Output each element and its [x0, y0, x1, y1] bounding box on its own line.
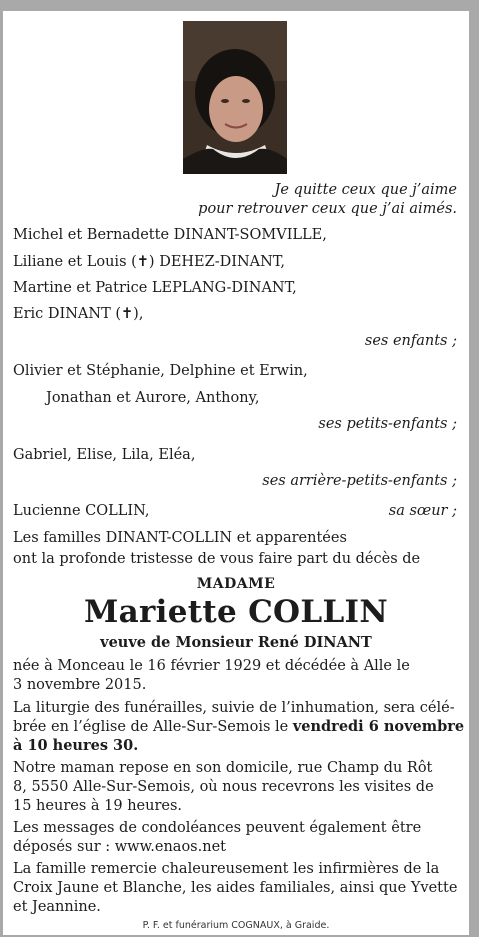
grandchildren-line-1: Olivier et Stéphanie, Delphine et Erwin,	[13, 363, 308, 379]
liturgy-date: vendredi 6 novembre	[292, 718, 465, 735]
sister-name: Lucienne COLLIN,	[13, 503, 150, 519]
great-grandchildren-label: ses arrière-petits-enfants ;	[262, 473, 457, 489]
sister-label: sa sœur ;	[388, 503, 457, 519]
quote-line-2: pour retrouver ceux que j’ai aimés.	[198, 201, 457, 217]
birth-line-2: 3 novembre 2015.	[13, 677, 147, 693]
grandchildren-line-2: Jonathan et Aurore, Anthony,	[46, 390, 260, 406]
children-line-1: Michel et Bernadette DINANT-SOMVILLE,	[13, 227, 327, 243]
birth-line-1: née à Monceau le 16 février 1929 et décédée à Alle le	[13, 658, 410, 674]
great-grandchildren-line-1: Gabriel, Elise, Lila, Eléa,	[13, 447, 196, 463]
condolences-line-1: Les messages de condoléances peuvent également être	[13, 820, 422, 836]
rest-line-2: 8, 5550 Alle-Sur-Semois, où nous recevrons les visites de	[13, 779, 434, 795]
portrait-illustration	[183, 21, 287, 174]
portrait-photo	[183, 21, 287, 174]
obituary-card	[3, 11, 469, 935]
condolences-line-2: déposés sur : www.enaos.net	[13, 839, 226, 855]
liturgy-line-2	[13, 718, 464, 736]
children-line-3: Martine et Patrice LEPLANG-DINANT,	[13, 280, 297, 296]
liturgy-time: à 10 heures 30.	[13, 737, 139, 754]
children-label: ses enfants ;	[364, 333, 457, 349]
funeral-home-footer: P. F. et funérarium COGNAUX, à Graide.	[142, 920, 330, 931]
liturgy-line-1: La liturgie des funérailles, suivie de l’inhumation, sera célé-	[13, 700, 455, 716]
quote-line-1: Je quitte ceux que j’aime	[274, 182, 457, 198]
thanks-line-2: Croix Jaune et Blanche, les aides familiales, ainsi que Yvette	[13, 880, 458, 896]
rest-line-1: Notre maman repose en son domicile, rue Champ du Rôt	[13, 760, 433, 776]
families-line-1: Les familles DINANT-COLLIN et apparentées	[13, 530, 347, 546]
deceased-title: MADAME	[196, 576, 276, 592]
thanks-line-1: La famille remercie chaleureusement les infirmières de la	[13, 861, 440, 877]
children-line-2: Liliane et Louis (✝) DEHEZ-DINANT,	[13, 254, 285, 270]
grandchildren-label: ses petits-enfants ;	[318, 416, 457, 432]
deceased-widow-line: veuve de Monsieur René DINANT	[100, 634, 372, 651]
liturgy-line-2-plain: brée en l’église de Alle-Sur-Semois le	[13, 719, 293, 735]
families-line-2: ont la profonde tristesse de vous faire part du décès de	[13, 551, 421, 567]
deceased-name: Mariette COLLIN	[84, 594, 388, 630]
rest-line-3: 15 heures à 19 heures.	[13, 798, 183, 814]
children-line-4: Eric DINANT (✝),	[13, 306, 144, 322]
thanks-line-3: et Jeannine.	[13, 899, 101, 915]
